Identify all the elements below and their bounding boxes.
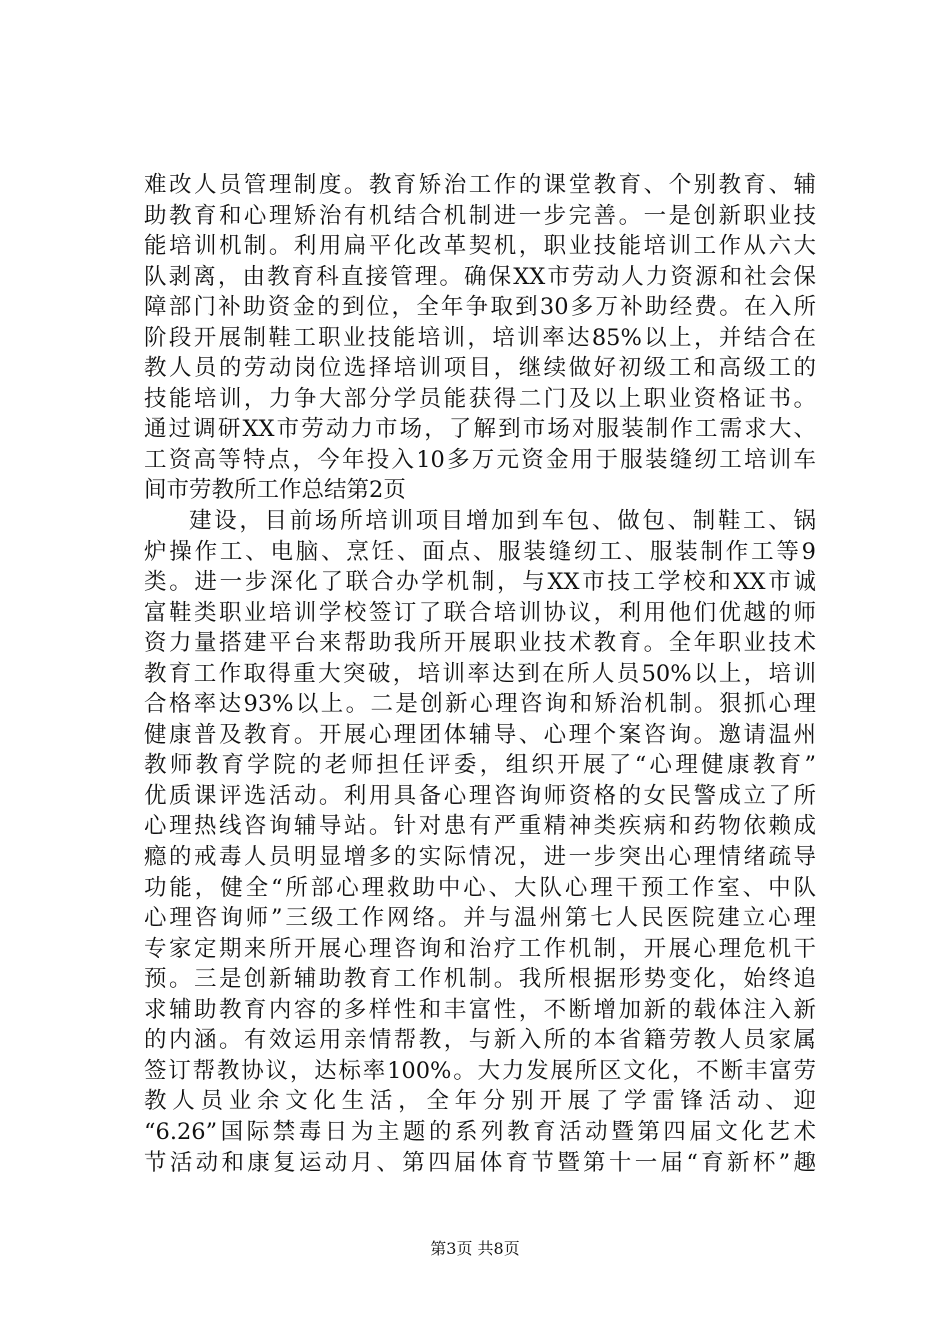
text-line: 求辅助教育内容的多样性和丰富性，不断增加新的载体注入新: [144, 996, 816, 1023]
text-line: 专家定期来所开展心理咨询和治疗工作机制，开展心理危机干: [144, 935, 816, 962]
text-line: 队剥离，由教育科直接管理。确保XX市劳动人力资源和社会保: [144, 263, 816, 290]
text-line: 教育工作取得重大突破，培训率达到在所人员50%以上，培训: [144, 660, 816, 687]
text-line: 签订帮教协议，达标率100%。大力发展所区文化，不断丰富劳: [144, 1057, 816, 1084]
text-line: 障部门补助资金的到位，全年争取到30多万补助经费。在入所: [144, 294, 816, 321]
text-line: 瘾的戒毒人员明显增多的实际情况，进一步突出心理情绪疏导: [144, 844, 816, 871]
text-line: 类。进一步深化了联合办学机制，与XX市技工学校和XX市诚: [144, 569, 816, 596]
text-line: 教人员的劳动岗位选择培训项目，继续做好初级工和高级工的: [144, 355, 816, 382]
text-line: 难改人员管理制度。教育矫治工作的课堂教育、个别教育、辅: [144, 172, 816, 198]
text-line: 健康普及教育。开展心理团体辅导、心理个案咨询。邀请温州: [144, 721, 816, 748]
text-line: 工资高等特点，今年投入10多万元资金用于服装缝纫工培训车: [144, 446, 816, 473]
text-line: 通过调研XX市劳动力市场，了解到市场对服装制作工需求大、: [144, 416, 816, 443]
text-line: 教师教育学院的老师担任评委，组织开展了“心理健康教育”: [144, 752, 816, 779]
text-line: 的内涵。有效运用亲情帮教，与新入所的本省籍劳教人员家属: [144, 1027, 816, 1054]
text-line: 间市劳教所工作总结第2页: [144, 477, 406, 504]
text-line: 预。三是创新辅助教育工作机制。我所根据形势变化，始终追: [144, 966, 816, 993]
text-line: 阶段开展制鞋工职业技能培训，培训率达85%以上，并结合在: [144, 324, 816, 351]
text-line: 富鞋类职业培训学校签订了联合培训协议，利用他们优越的师: [144, 599, 816, 626]
text-line: 优质课评选活动。利用具备心理咨询师资格的女民警成立了所: [144, 782, 816, 809]
text-line: 节活动和康复运动月、第四届体育节暨第十一届“育新杯”趣: [144, 1149, 816, 1176]
page-number-footer: 第3页 共8页: [430, 1239, 520, 1258]
text-line: 教人员业余文化生活，全年分别开展了学雷锋活动、迎: [144, 1088, 816, 1115]
text-line: 技能培训，力争大部分学员能获得二门及以上职业资格证书。: [144, 385, 816, 412]
text-line: “6.26”国际禁毒日为主题的系列教育活动暨第四届文化艺术: [144, 1118, 816, 1145]
text-line: 心理热线咨询辅导站。针对患有严重精神类疾病和药物依赖成: [144, 813, 816, 840]
text-line: 资力量搭建平台来帮助我所开展职业技术教育。全年职业技术: [144, 630, 816, 657]
text-line: 合格率达93%以上。二是创新心理咨询和矫治机制。狠抓心理: [144, 691, 816, 718]
text-line: 炉操作工、电脑、烹饪、面点、服装缝纫工、服装制作工等9: [144, 538, 816, 565]
text-line: 建设，目前场所培训项目增加到车包、做包、制鞋工、锅: [189, 508, 816, 535]
text-line: 能培训机制。利用扁平化改革契机，职业技能培训工作从六大: [144, 233, 816, 260]
text-line: 助教育和心理矫治有机结合机制进一步完善。一是创新职业技: [144, 202, 816, 229]
text-line: 心理咨询师”三级工作网络。并与温州第七人民医院建立心理: [144, 905, 816, 932]
body-text: [144, 170, 816, 1178]
text-line: 功能，健全“所部心理救助中心、大队心理干预工作室、中队: [144, 874, 816, 901]
